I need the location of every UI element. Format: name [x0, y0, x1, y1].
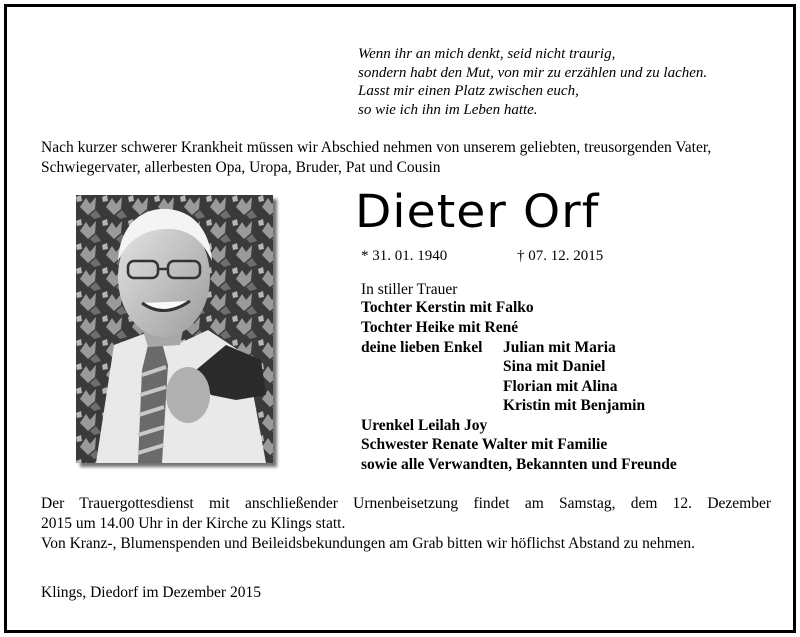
condolence-request: Von Kranz-, Blumenspenden und Beileidsbekundungen am Grab bitten wir höflichst Abstand zu nehmen.: [41, 535, 696, 552]
death-date: † 07. 12. 2015: [517, 248, 604, 264]
service-line: 2015 um 14.00 Uhr in der Kirche zu Klings statt.: [41, 515, 346, 532]
family-entry: Urenkel Leilah Joy: [361, 417, 488, 434]
grandchildren-label: deine lieben Enkel: [361, 339, 483, 356]
family-entry: Tochter Heike mit René: [361, 319, 519, 336]
family-entry: sowie alle Verwandten, Bekannten und Freunde: [361, 456, 677, 473]
deceased-name: Dieter Orf: [355, 185, 600, 238]
portrait-image: [76, 195, 273, 463]
grandchild-entry: Sina mit Daniel: [503, 358, 606, 375]
service-line: Der Trauergottesdienst mit anschließender Urnenbeisetzung findet am Samstag, dem 12. Dezember: [41, 495, 771, 512]
birth-date: * 31. 01. 1940: [361, 248, 448, 264]
poem-line: Lasst mir einen Platz zwischen euch,: [358, 83, 579, 99]
obituary-notice: [4, 4, 796, 633]
grandchild-entry: Kristin mit Benjamin: [503, 397, 646, 414]
poem-line: so wie ich ihn im Leben hatte.: [358, 101, 538, 118]
family-entry: Tochter Kerstin mit Falko: [361, 299, 534, 316]
funeral-service-info: [41, 494, 771, 534]
poem-line: Wenn ihr an mich denkt, seid nicht traurig,: [358, 46, 616, 62]
grandchild-entry: Julian mit Maria: [503, 339, 616, 356]
poem: [358, 45, 707, 119]
grandchild-entry: Florian mit Alina: [503, 378, 618, 395]
poem-line: sondern habt den Mut, von mir zu erzählen und zu lachen.: [358, 64, 708, 81]
mourning-heading: In stiller Trauer: [361, 281, 458, 298]
portrait-photo: [76, 195, 273, 463]
place-and-date: Klings, Diedorf im Dezember 2015: [41, 584, 261, 601]
intro-text: Nach kurzer schwerer Krankheit müssen wir Abschied nehmen von unserem geliebten, treusorgenden Vater, Schwiegervater, allerbesten Opa, Uropa, Bruder, Pat und Cousin: [41, 139, 712, 176]
family-entry: Schwester Renate Walter mit Familie: [361, 436, 608, 453]
